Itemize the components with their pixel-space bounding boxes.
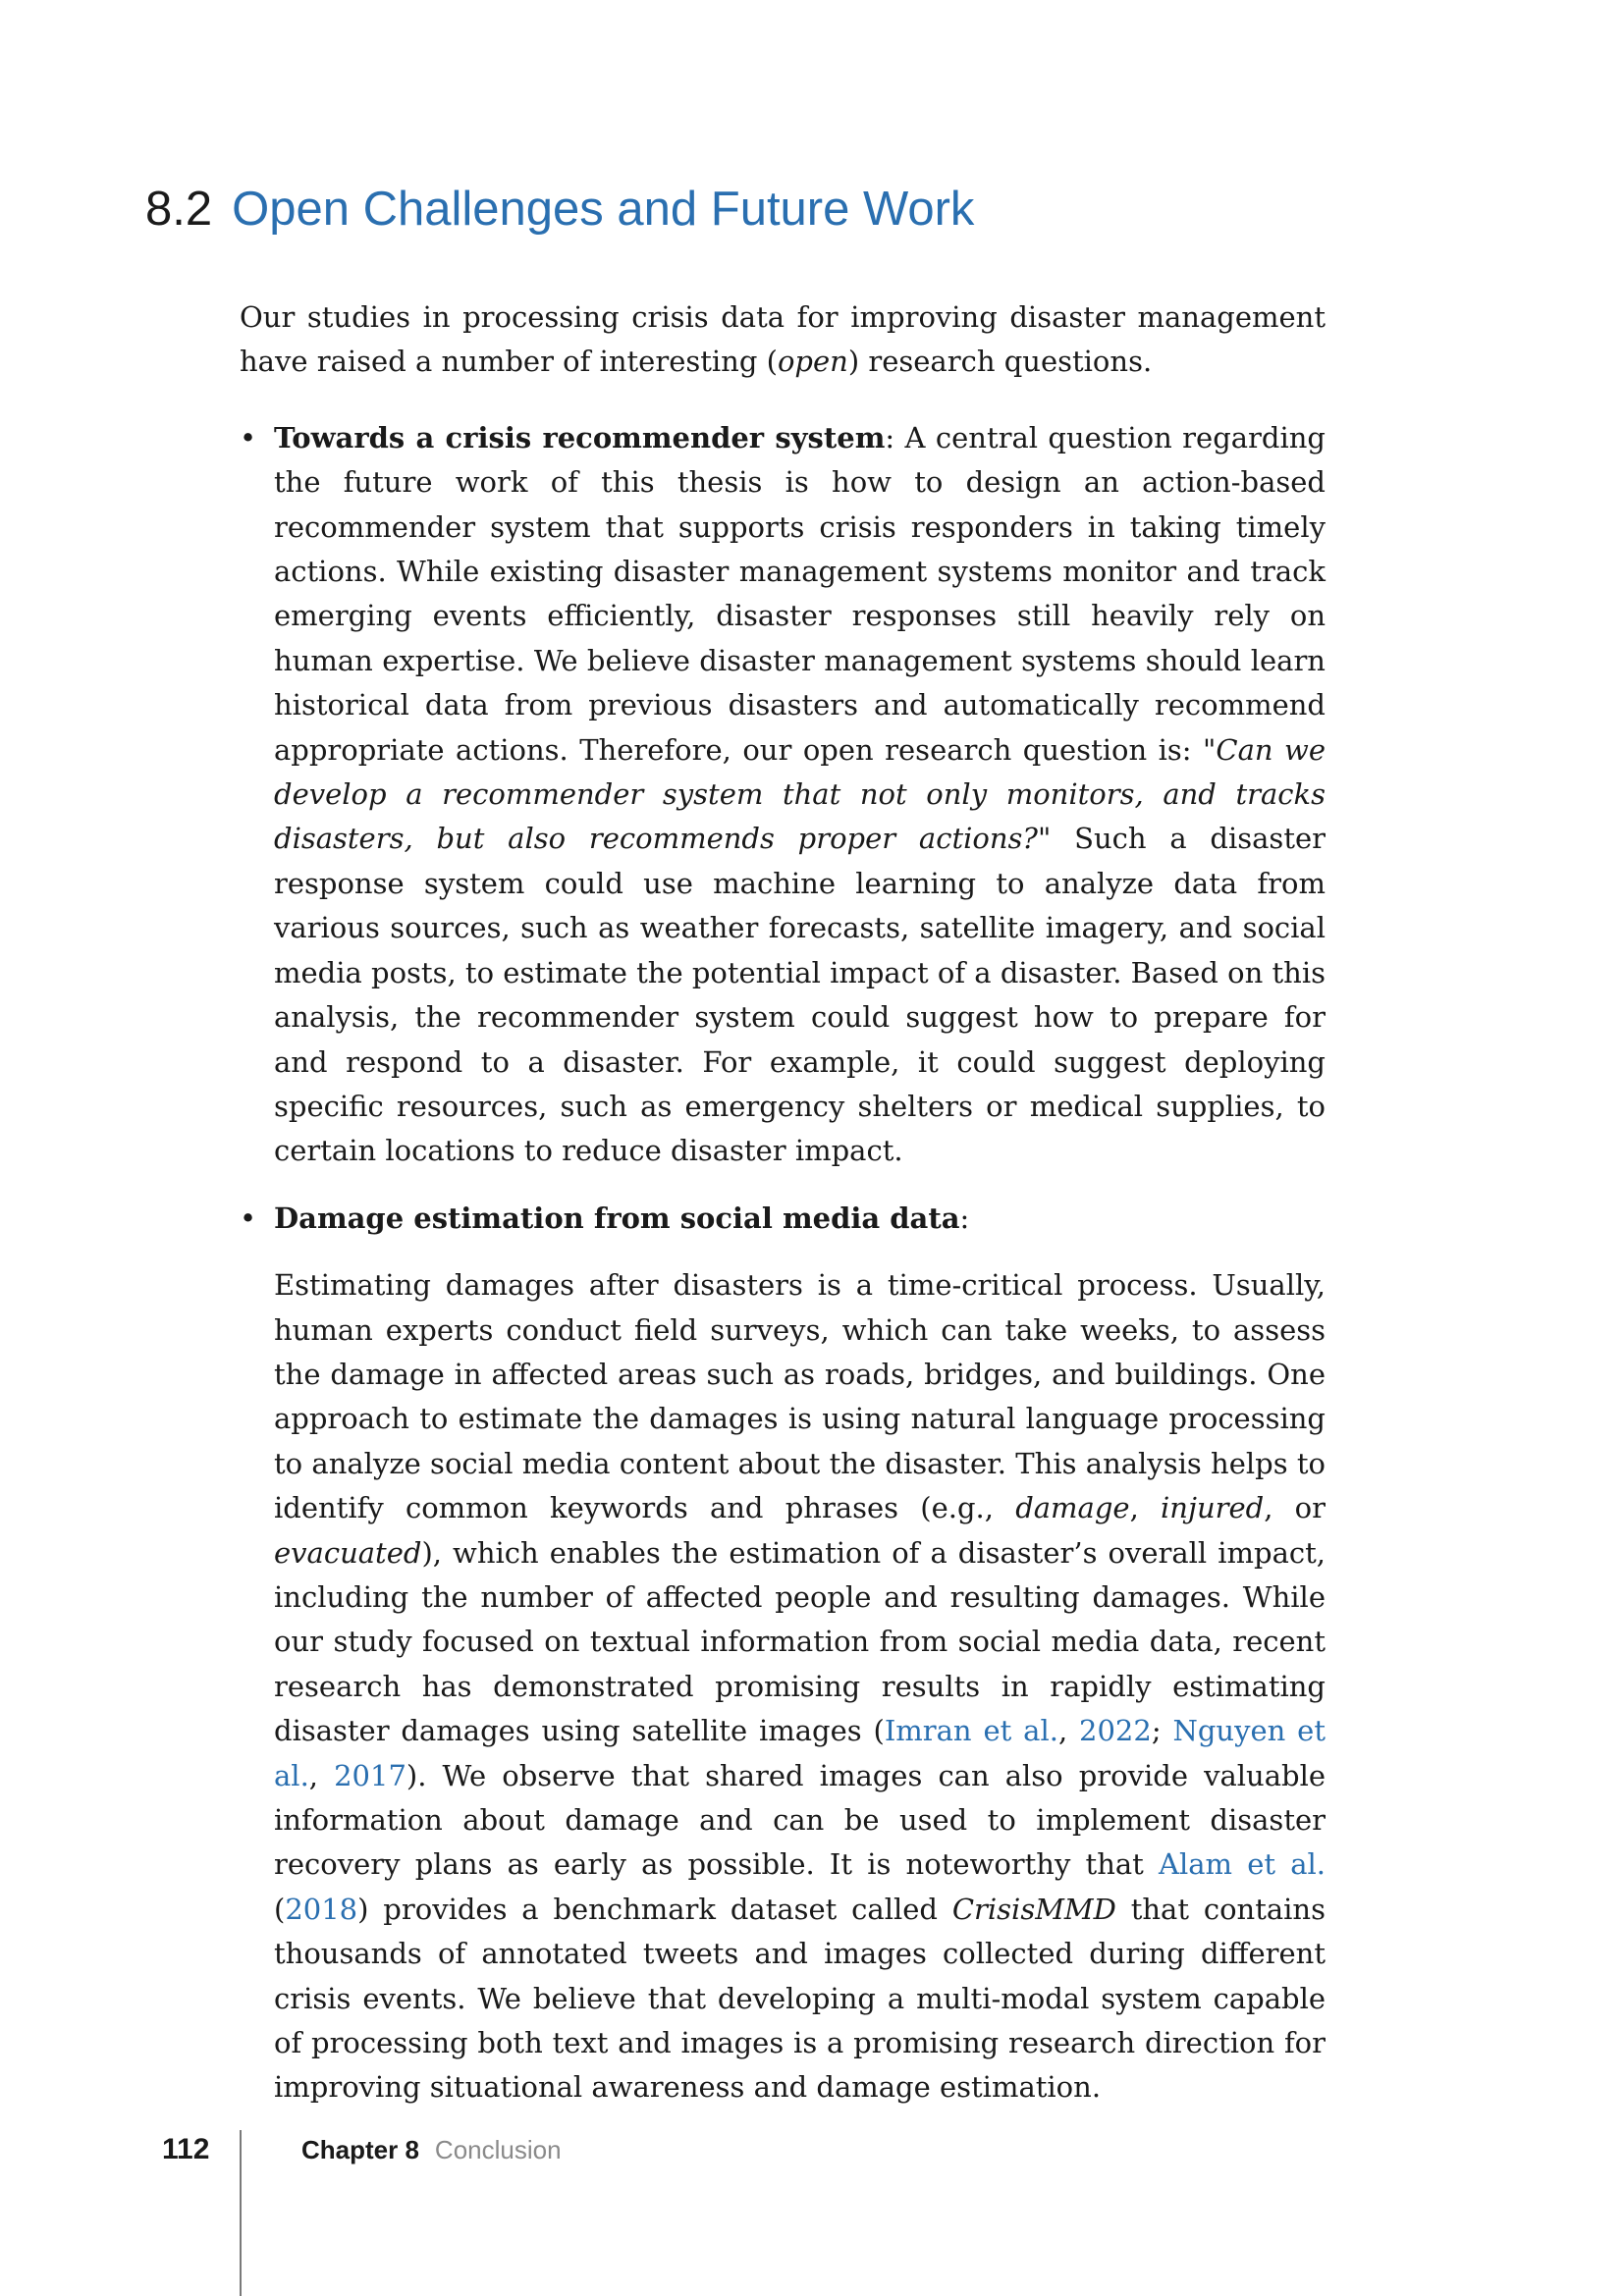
citation-nguyen-link[interactable]: Nguyen et al.: [274, 1714, 1326, 1792]
research-questions-list: [240, 416, 1326, 2110]
recommender-paragraph: Towards a crisis recommender system: A central question regarding the future work of this thesis is how to design an action-based recommender system that supports crisis responders in taking timely actions. While existing disaster management systems monitor and track emerging events efficiently, disaster responses still heavily rely on human expertise. We believe disaster management systems should learn historical data from previous disasters and automatically recommend appropriate actions. Therefore, our open research question is: "Can we develop a recommender system that not only monitors, and tracks disasters, but also recommends proper actions?" Such a disaster response system could use machine learning to analyze data from various sources, such as weather forecasts, satellite imagery, and social media posts, to estimate the potential impact of a disaster. Based on this analysis, the recommender system could suggest how to prepare for and respond to a disaster. For example, it could suggest deploying specific resources, such as emergency shelters or medical supplies, to certain locations to reduce disaster impact.: [274, 420, 1326, 1168]
citation-imran-year-link[interactable]: 2022: [1079, 1714, 1152, 1748]
damage-heading-line: Damage estimation from social media data:: [274, 1201, 970, 1235]
bullet-icon: •: [240, 420, 257, 454]
bullet-icon: •: [240, 1201, 257, 1235]
chapter-name: Conclusion: [434, 2135, 562, 2164]
body-text: [240, 295, 1326, 2110]
damage-paragraph: Estimating damages after disasters is a time-critical process. Usually, human experts conduct field surveys, which can take weeks, to assess the damage in affected areas such as roads, bridges, and buildings. One approach to estimate the damages is using natural language processing to analyze social media content about the disaster. This analysis helps to identify common keywords and phrases (e.g., damage, injured, or evacuated), which enables the estimation of a disaster’s overall impact, including the number of affected people and resulting damages. While our study focused on textual information from social media data, recent research has demonstrated promising results in rapidly estimating disaster damages using satellite images (Imran et al., 2022; Nguyen et al., 2017). We observe that shared images can also provide valuable information about damage and can be used to implement disaster recovery plans as early as possible. It is noteworthy that Alam et al. (2018) provides a benchmark dataset called CrisisMMD that contains thousands of annotated tweets and images collected during different crisis events. We believe that developing a multi-modal system capable of processing both text and images is a promising research direction for improving situational awareness and damage estimation.: [274, 1268, 1326, 2105]
intro-paragraph: Our studies in processing crisis data for improving disaster management have raised a number of interesting (open) research questions.: [240, 300, 1326, 379]
footer-divider: [240, 2130, 242, 2296]
citation-alam-year-link[interactable]: 2018: [285, 1892, 358, 1926]
citation-alam-link[interactable]: Alam et al.: [1159, 1847, 1326, 1882]
damage-heading: Damage estimation from social media data: [274, 1201, 960, 1235]
dataset-name: CrisisMMD: [951, 1892, 1116, 1926]
list-item-recommender: [240, 416, 1326, 1174]
section-title: Open Challenges and Future Work: [232, 183, 975, 236]
section-number: 8.2: [145, 183, 213, 236]
recommender-heading: Towards a crisis recommender system: [274, 420, 886, 454]
running-footer: [301, 2132, 562, 2167]
section-heading: [145, 180, 974, 239]
citation-nguyen-year-link[interactable]: 2017: [334, 1758, 406, 1792]
page-number: 112: [162, 2133, 210, 2165]
list-item-damage-estimation: [240, 1197, 1326, 2110]
chapter-label: Chapter 8: [301, 2135, 419, 2164]
citation-imran-link[interactable]: Imran et al.: [884, 1714, 1058, 1748]
